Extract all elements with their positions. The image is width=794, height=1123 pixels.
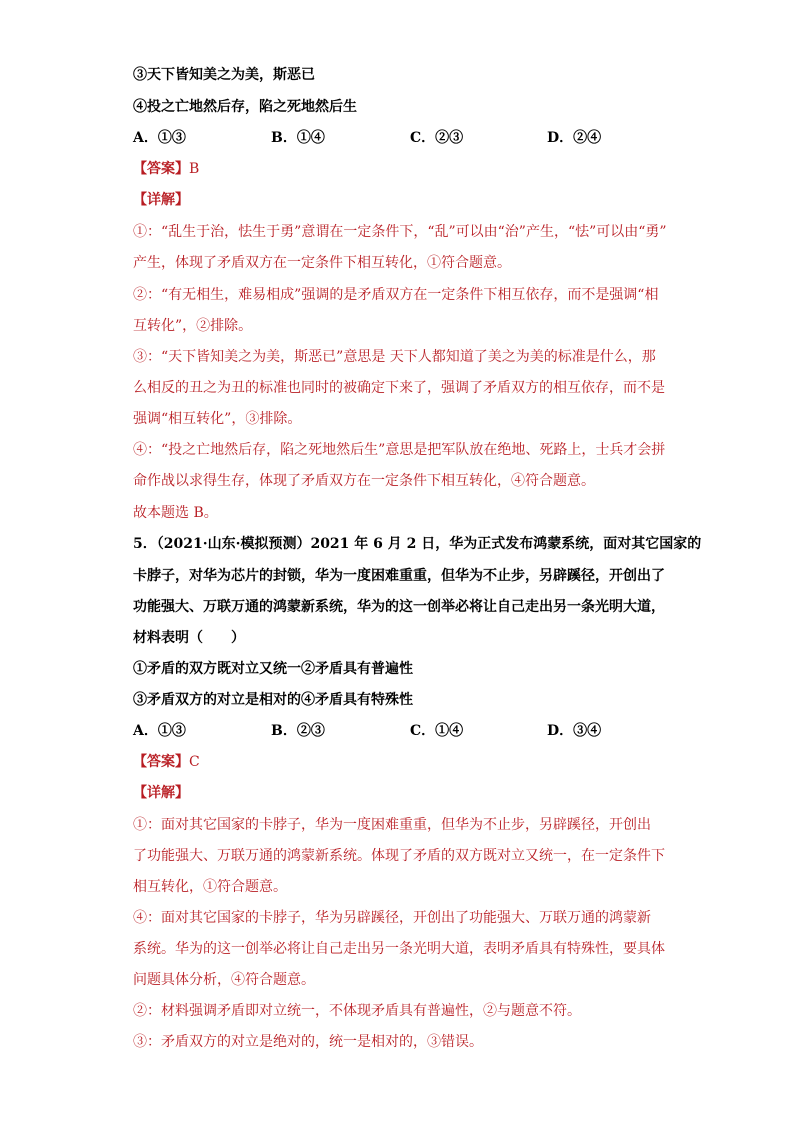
q4-detail-line: 么相反的丑之为丑的标准也同时的被确定下来了，强调了矛盾双方的相互依存，而不是 xyxy=(133,380,665,396)
q4-answer xyxy=(133,159,199,179)
q4-detail-line: 产生，体现了矛盾双方在一定条件下相互转化，①符合题意。 xyxy=(133,255,511,271)
q4-detail-line: ③：“天下皆知美之为美，斯恶已”意思是 天下人都知道了美之为美的标准是什么，那 xyxy=(133,349,656,365)
q4-option-d: D．②④ xyxy=(547,130,602,146)
q5-items-line: ①矛盾的双方既对立又统一②矛盾具有普遍性 xyxy=(133,661,413,677)
q5-option-c: C．①④ xyxy=(410,723,464,739)
q4-item-4: ④投之亡地然后存，陷之死地然后生 xyxy=(133,99,357,115)
answer-value: B xyxy=(189,161,200,177)
q5-detail-line: 相互转化，①符合题意。 xyxy=(133,879,287,895)
q4-detail-line: ④：“投之亡地然后存，陷之死地然后生”意思是把军队放在绝地、死路上，士兵才会拼 xyxy=(133,442,666,458)
q5-stem-line: 材料表明（ ） xyxy=(133,630,245,646)
q4-detail-line: ②：“有无相生，难易相成”强调的是矛盾双方在一定条件下相互依存，而不是强调“相 xyxy=(133,287,659,303)
q5-stem-line: 5．（2021·山东·模拟预测）2021 年 6 月 2 日，华为正式发布鸿蒙系统，面对其它国家的 xyxy=(133,536,702,552)
q5-items-line: ③矛盾双方的对立是相对的④矛盾具有特殊性 xyxy=(133,692,413,708)
answer-tag: 【答案】 xyxy=(133,754,189,770)
q4-option-b: B．①④ xyxy=(271,130,325,146)
q5-option-b: B．②③ xyxy=(271,723,325,739)
q4-item-3: ③天下皆知美之为美，斯恶已 xyxy=(133,67,315,83)
q4-conclusion: 故本题选 B。 xyxy=(133,505,218,521)
q4-detail-line: 互转化”，②排除。 xyxy=(133,318,253,334)
q4-detail-line: 命作战以求得生存，体现了矛盾双方在一定条件下相互转化，④符合题意。 xyxy=(133,473,595,489)
answer-tag: 【答案】 xyxy=(133,161,189,177)
q5-detail-line: 系统。华为的这一创举必将让自己走出另一条光明大道，表明矛盾具有特殊性，要具体 xyxy=(133,941,665,957)
q4-detail-line: 强调“相互转化”，③排除。 xyxy=(133,411,302,427)
q5-detail-line: 问题具体分析，④符合题意。 xyxy=(133,972,315,988)
q4-detail-tag: 【详解】 xyxy=(133,192,189,208)
q4-option-a: A．①③ xyxy=(133,130,186,146)
q5-stem-line: 卡脖子，对华为芯片的封锁，华为一度困难重重，但华为不止步，另辟蹊径，开创出了 xyxy=(133,568,665,584)
q5-detail-line: ③：矛盾双方的对立是绝对的，统一是相对的，③错误。 xyxy=(133,1034,483,1050)
q4-option-c: C．②③ xyxy=(410,130,464,146)
answer-value: C xyxy=(189,754,200,770)
q5-stem-line: 功能强大、万联万通的鸿蒙新系统，华为的这一创举必将让自己走出另一条光明大道， xyxy=(133,599,665,615)
q5-detail-line: ①：面对其它国家的卡脖子，华为一度困难重重，但华为不止步，另辟蹊径，开创出 xyxy=(133,817,651,833)
q5-option-d: D．③④ xyxy=(547,723,602,739)
q5-detail-line: ④：面对其它国家的卡脖子，华为另辟蹊径，开创出了功能强大、万联万通的鸿蒙新 xyxy=(133,910,651,926)
q5-answer xyxy=(133,752,200,772)
q5-detail-line: ②：材料强调矛盾即对立统一，不体现矛盾具有普遍性，②与题意不符。 xyxy=(133,1003,581,1019)
q5-detail-tag: 【详解】 xyxy=(133,785,189,801)
q5-detail-line: 了功能强大、万联万通的鸿蒙新系统。体现了矛盾的双方既对立又统一，在一定条件下 xyxy=(133,848,665,864)
q5-option-a: A．①③ xyxy=(133,723,186,739)
q4-detail-line: ①：“乱生于治，怯生于勇”意谓在一定条件下，“乱”可以由“治”产生，“怯”可以由“勇” xyxy=(133,224,667,240)
